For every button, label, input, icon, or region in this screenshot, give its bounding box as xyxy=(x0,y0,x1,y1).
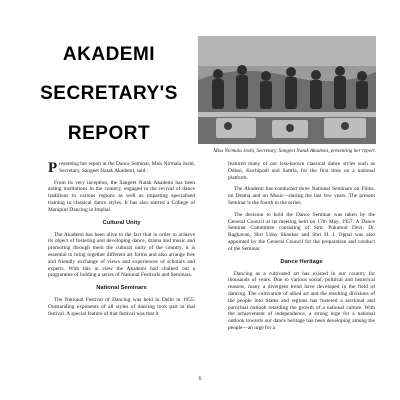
body-paragraph: The Akademi has been alive to the fact that in order to achieve its object of fostering and developing dance, drama and music and promoting through them the cultural unity of the country, it is essential to bring together different art forms and also arrange free and friendly exchange of views and experiences of scholars and experts. With this in view the Akademi had chalked out a programme of holding a series of National Festivals and Seminars. xyxy=(48,231,195,279)
body-paragraph: From its very inception, the Sangeet Natak Akademi has been aiding institutions in the country, engaged in the revival of dance traditions in various regions as well as imparting specialised training in classical dance styles. It has also started a College of Manipuri Dancing in Imphal. xyxy=(48,179,195,213)
subheading-national-seminars: National Seminars xyxy=(96,285,147,292)
body-paragraph: Dancing as a cultivated art has existed in our country for thousands of years. Due to various social, political and historical reasons, many a divergent trend have developed in the field of dancing. The cultivation of allied art and the resulting divisions of the people into States and regions has fostered a sectional and parochial outlook retarding the growth of a national culture. With the achievement of independence, a strong urge for a national outlook towards our dance heritage has been developing among the people—an urge for a xyxy=(228,270,375,331)
body-paragraph: The decision to hold the Dance Seminar was taken by the General Council at its meeting held on 17th May, 1957. A Dance Seminar Committee consisting of Smt. Pukumul Devi, Dr. Raghavan, Shri Uday Shankar and Shri H. I. Oppal was also appointed by the General Council for the preparation and conduct of the Seminar. xyxy=(228,211,375,252)
body-paragraph: The Akademi has conducted three National Seminars on Films, on Drama and on Music—during the last few years. The present Seminar is the fourth in the series. xyxy=(228,186,375,206)
headline-line-2: SECRETARY'S xyxy=(40,83,178,104)
body-paragraph: The National Festival of Dancing was held in Delhi in 1955. Outstanding exponents of all styles of dancing took part in that festival. A special feature of that festival was that it xyxy=(48,297,195,317)
drop-cap: P xyxy=(48,160,58,176)
photo-figures-icon xyxy=(198,36,376,144)
column-left xyxy=(48,161,195,323)
column-right xyxy=(228,161,375,337)
headline-line-3: REPORT xyxy=(67,123,151,144)
page-number: 6 xyxy=(198,376,202,382)
subheading-cultural-unity: Cultural Unity xyxy=(102,219,141,226)
body-paragraph: featured many of our less-known classical dance styles such as Odissi, Kuchipudi and Sattria, for the first time on a national platform. xyxy=(228,161,375,181)
intro-text: resenting her report at the Dance Seminar, Miss Nirmala Joshi, Secretary, Sangeet Natak Akademi, said : xyxy=(59,161,195,174)
subheading-dance-heritage: Dance Heritage xyxy=(280,258,323,265)
intro-paragraph xyxy=(48,161,195,175)
photo-caption: Miss Nirmala Joshi, Secretary, Sangeet Natak Akademi, presenting her report. xyxy=(213,148,376,154)
group-photo xyxy=(198,36,376,144)
headline-line-1: AKADEMI xyxy=(62,44,156,65)
